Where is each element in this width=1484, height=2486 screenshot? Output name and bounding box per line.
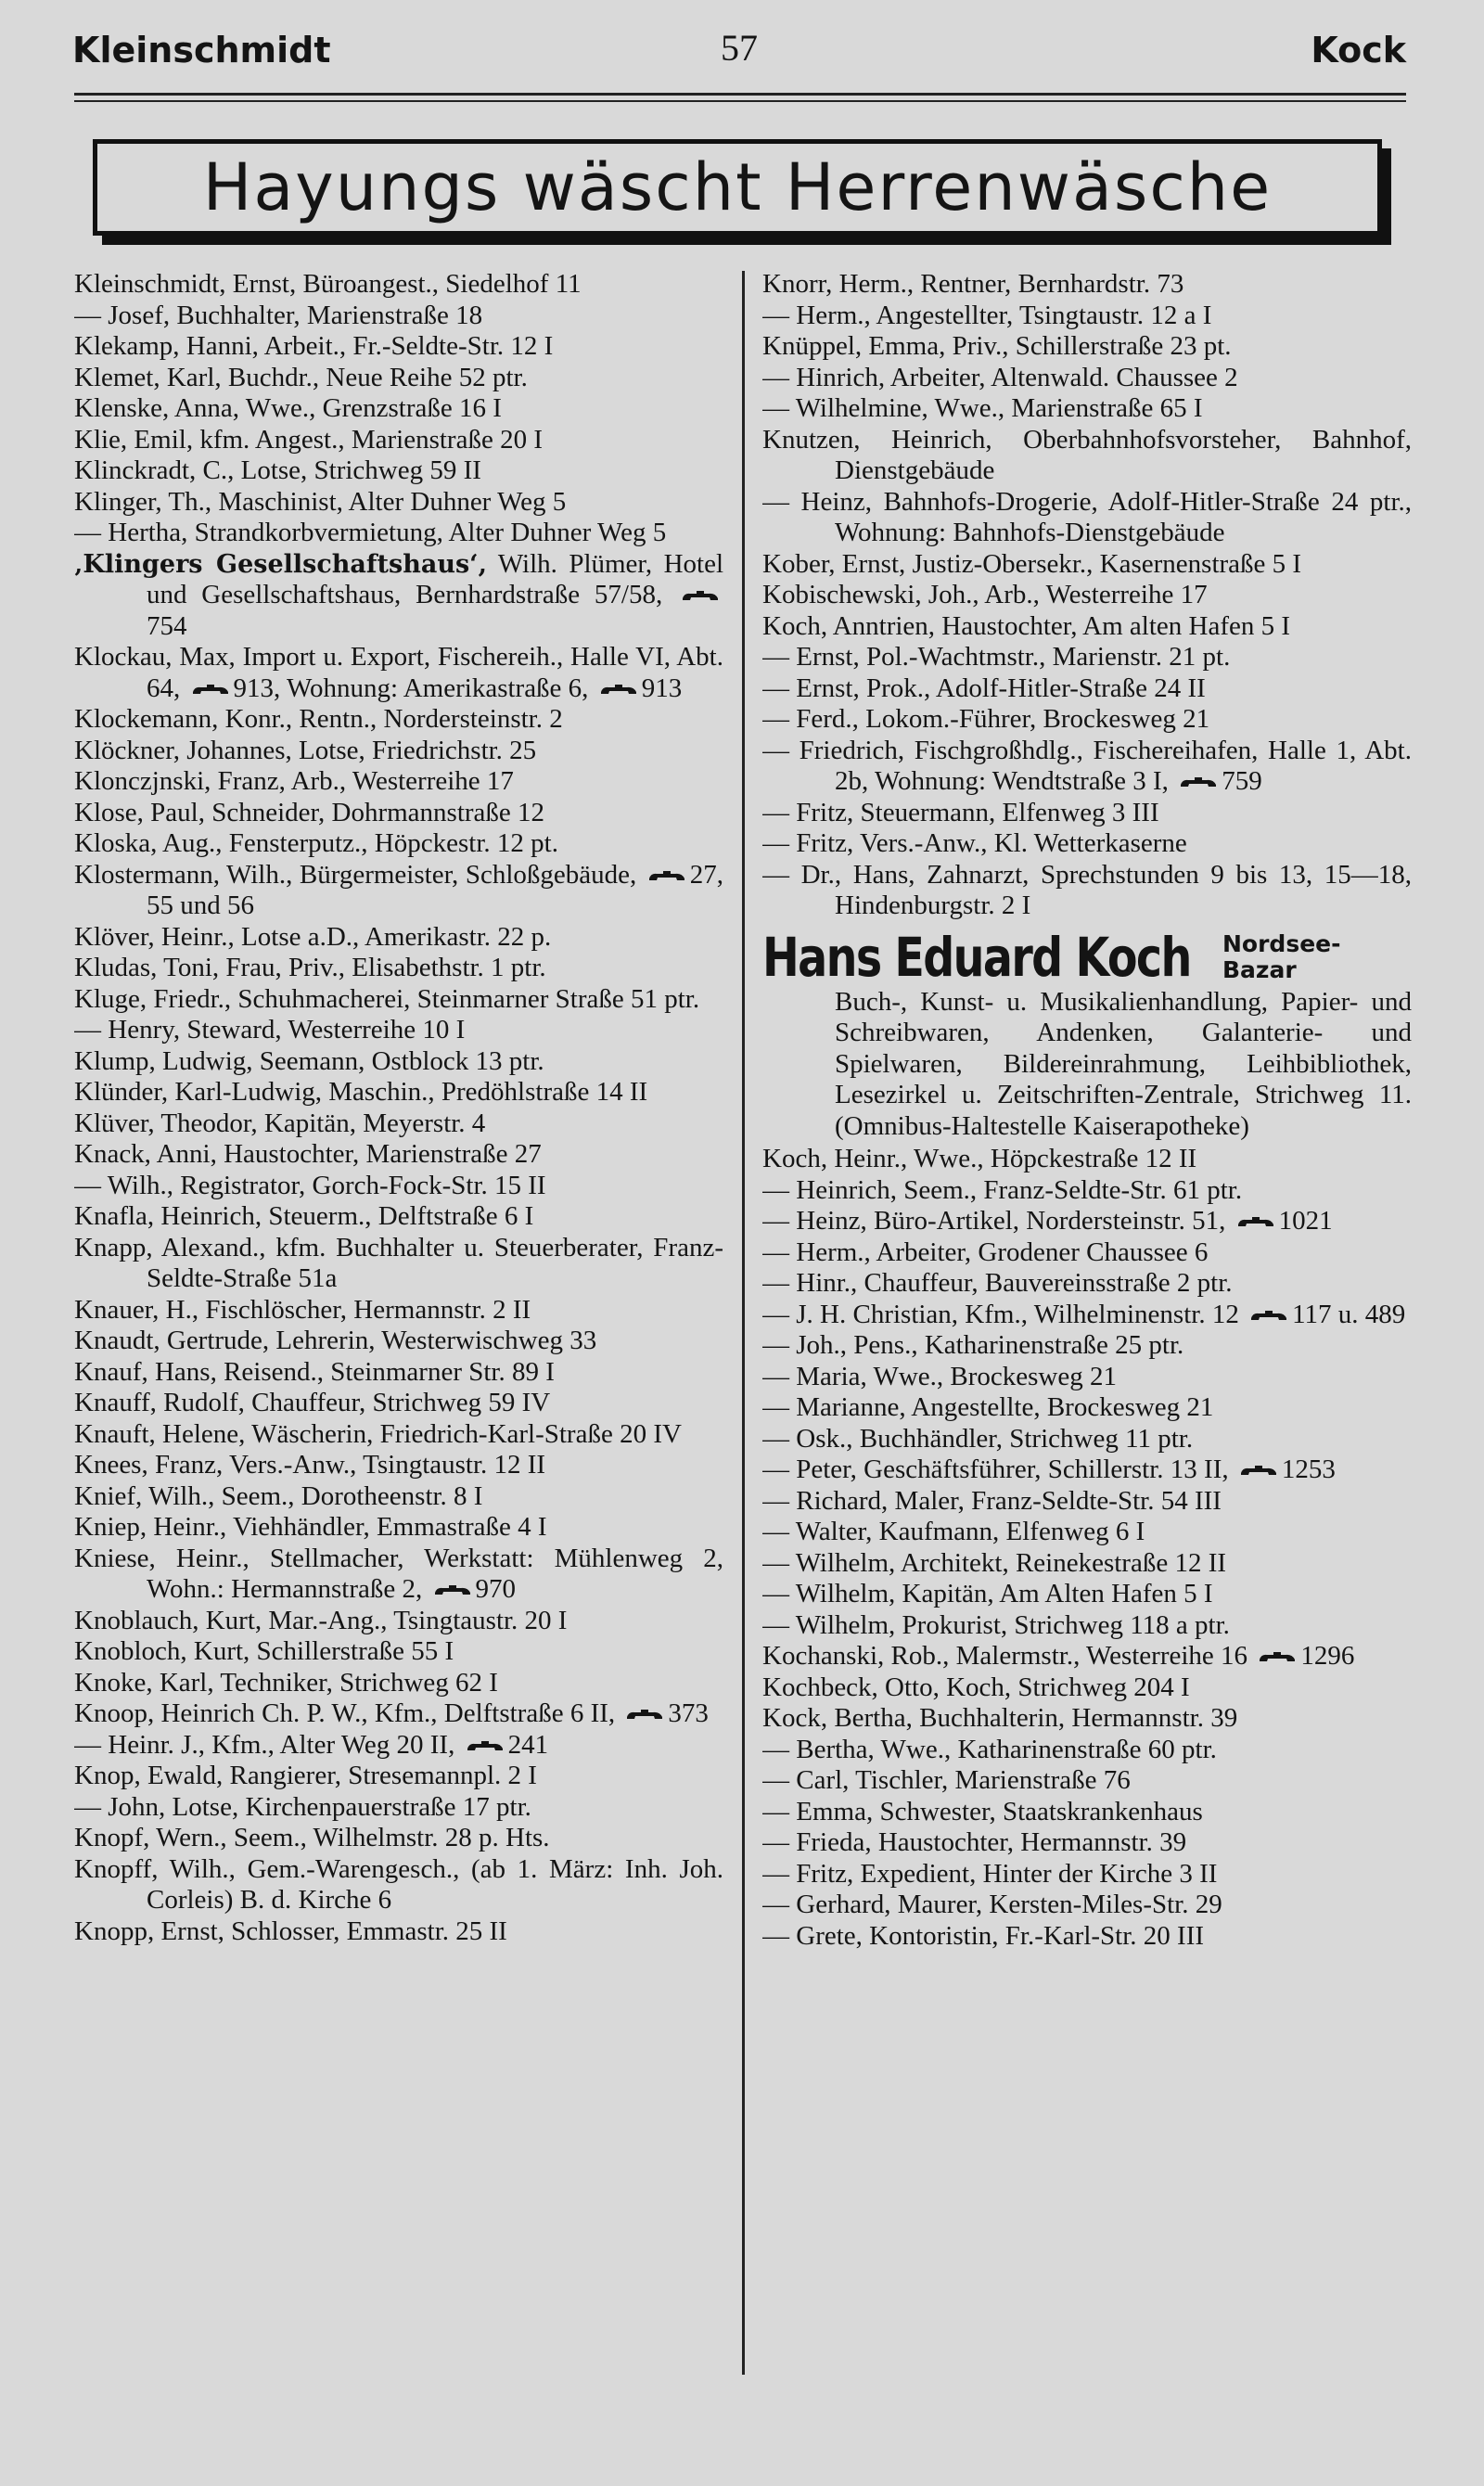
- directory-entry: [762, 1859, 1412, 1890]
- directory-entry: [762, 1144, 1412, 1175]
- entry-text: — Josef, Buchhalter, Marienstraße 18: [74, 300, 483, 330]
- directory-entry: [74, 1201, 723, 1233]
- entry-text: Knüppel, Emma, Priv., Schillerstraße 23 pt.: [762, 331, 1232, 361]
- entry-text: Kober, Ernst, Justiz-Obersekr., Kasernenstraße 5 I: [762, 548, 1302, 579]
- entry-text: Klump, Ludwig, Seemann, Ostblock 13 ptr.: [74, 1045, 544, 1076]
- entry-text: Klockemann, Konr., Rentn., Nordersteinstr. 2: [74, 704, 563, 734]
- entry-text: — Friedrich, Fischgroßhdlg., Fischereihafen, Halle 1, Abt. 2b, Wohnung: Wendtstraße 3 I,: [762, 735, 1412, 796]
- directory-entry: [74, 269, 723, 301]
- directory-entry: [74, 1171, 723, 1202]
- entry-text: Kludas, Toni, Frau, Priv., Elisabethstr. 1 ptr.: [74, 953, 546, 982]
- telephone-handset-icon: [191, 684, 230, 697]
- entry-text: Knapp, Alexand., kfm. Buchhalter u. Steuerberater, Franz-Seldte-Straße 51a: [74, 1232, 723, 1293]
- header-left-keyword: Kleinschmidt: [72, 30, 331, 70]
- directory-entry: [74, 1046, 723, 1078]
- entry-text: — Gerhard, Maurer, Kersten-Miles-Str. 29: [762, 1890, 1222, 1919]
- entry-text: Klenske, Anna, Wwe., Grenzstraße 16 I: [74, 393, 502, 423]
- directory-entry: [762, 798, 1412, 829]
- entry-text: Klöver, Heinr., Lotse a.D., Amerikastr. 22 p.: [74, 921, 552, 952]
- entry-text: Knoop, Heinrich Ch. P. W., Kfm., Delftstraße 6 II,: [74, 1698, 616, 1728]
- directory-entry: [762, 1548, 1412, 1580]
- directory-entry: [762, 1579, 1412, 1610]
- directory-entry: [74, 1512, 723, 1544]
- directory-entry: [762, 363, 1412, 394]
- entry-phone-number: 754: [147, 610, 187, 641]
- telephone-handset-icon: [466, 1740, 505, 1753]
- entry-text: Kniep, Heinr., Viehhändler, Emmastraße 4 I: [74, 1512, 547, 1542]
- entry-text: Klie, Emil, kfm. Angest., Marienstraße 20 I: [74, 424, 543, 455]
- entry-business-name: ‚Klingers Gesellschaftshaus‘,: [74, 549, 487, 579]
- directory-entry: [762, 828, 1412, 860]
- entry-text: Klostermann, Wilh., Bürgermeister, Schloßgebäude,: [74, 859, 637, 890]
- entry-text: — Richard, Maler, Franz-Seldte-Str. 54 III: [762, 1485, 1222, 1516]
- directory-entry: [762, 673, 1412, 705]
- directory-entry: [762, 1454, 1412, 1486]
- directory-entry: [74, 1357, 723, 1389]
- entry-text: Knack, Anni, Haustochter, Marienstraße 27: [74, 1139, 542, 1169]
- entry-text: — Maria, Wwe., Brockesweg 21: [762, 1361, 1117, 1391]
- entry-text: Klüver, Theodor, Kapitän, Meyerstr. 4: [74, 1108, 486, 1138]
- directory-entry: [74, 766, 723, 798]
- entry-text: Knief, Wilh., Seem., Dorotheenstr. 8 I: [74, 1480, 483, 1511]
- telephone-handset-icon: [433, 1584, 472, 1597]
- directory-entry: [762, 611, 1412, 643]
- directory-entry: [74, 922, 723, 954]
- entry-text: — Bertha, Wwe., Katharinenstraße 60 ptr.: [762, 1734, 1217, 1764]
- entry-text: — Emma, Schwester, Staatskrankenhaus: [762, 1796, 1203, 1826]
- entry-phone-number: 913, Wohnung: Amerikastraße 6,: [233, 673, 589, 703]
- directory-entry: [762, 580, 1412, 611]
- directory-entry: [762, 1797, 1412, 1828]
- directory-entry: [74, 1606, 723, 1637]
- directory-entry: [74, 487, 723, 519]
- directory-entry: [762, 1735, 1412, 1766]
- banner-text: Hayungs wäscht Herrenwäsche: [202, 149, 1273, 225]
- directory-entry: [762, 425, 1412, 487]
- page-header: [72, 26, 1406, 74]
- entry-phone-number: 373: [668, 1698, 709, 1728]
- entry-text: Knauf, Hans, Reisend., Steinmarner Str. 89 I: [74, 1356, 555, 1387]
- directory-entry: [74, 363, 723, 394]
- entry-text: Kloska, Aug., Fensterputz., Höpckestr. 12 pt.: [74, 828, 558, 858]
- entry-phone-number: 913: [641, 673, 683, 703]
- entry-text: Knopff, Wilh., Gem.-Warengesch., (ab 1. März: Inh. Joh. Corleis) B. d. Kirche 6: [74, 1853, 723, 1915]
- telephone-handset-icon: [681, 590, 720, 603]
- entry-text: — Hinrich, Arbeiter, Altenwald. Chaussee 2: [762, 362, 1238, 392]
- directory-entry: [762, 1206, 1412, 1237]
- directory-entry: [762, 1237, 1412, 1269]
- directory-entry: [762, 1827, 1412, 1859]
- entry-phone-number: 970: [475, 1574, 516, 1604]
- directory-entry: [74, 1015, 723, 1046]
- directory-entry: [762, 393, 1412, 425]
- entry-text: Koch, Heinr., Wwe., Höpckestraße 12 II: [762, 1144, 1197, 1173]
- entry-text: — Dr., Hans, Zahnarzt, Sprechstunden 9 bis 13, 15—18, Hindenburgstr. 2 I: [762, 859, 1412, 920]
- directory-entry: [74, 1730, 723, 1762]
- advertisement-title: Hans Eduard Koch: [762, 925, 1191, 989]
- entry-text: — Heinr. J., Kfm., Alter Weg 20 II,: [74, 1729, 455, 1760]
- directory-entry: [74, 1823, 723, 1854]
- entry-text: Klonczjnski, Franz, Arb., Westerreihe 17: [74, 766, 514, 796]
- directory-entry: [74, 1077, 723, 1108]
- entry-text: Kluge, Friedr., Schuhmacherei, Steinmarner Straße 51 ptr.: [74, 983, 700, 1014]
- directory-entry: [762, 1486, 1412, 1518]
- directory-entry: [762, 269, 1412, 301]
- entry-text: Koch, Anntrien, Haustochter, Am alten Hafen 5 I: [762, 610, 1291, 641]
- right-column: [762, 269, 1412, 2403]
- telephone-handset-icon: [1239, 1465, 1278, 1478]
- directory-entry: [74, 1698, 723, 1730]
- entry-text: — Heinrich, Seem., Franz-Seldte-Str. 61 ptr.: [762, 1174, 1243, 1205]
- entry-text: — Wilhelm, Prokurist, Strichweg 118 a ptr.: [762, 1609, 1230, 1640]
- entry-text: Klinckradt, C., Lotse, Strichweg 59 II: [74, 455, 481, 485]
- directory-entry: [74, 1481, 723, 1513]
- entry-phone-number: 117 u. 489: [1292, 1299, 1406, 1329]
- entry-text: — Fritz, Expedient, Hinter der Kirche 3 II: [762, 1858, 1218, 1889]
- directory-entry: [762, 1921, 1412, 1953]
- directory-entry: [74, 455, 723, 487]
- directory-entry: [762, 736, 1412, 798]
- directory-entry: [762, 1672, 1412, 1704]
- header-right-keyword: Kock: [1311, 30, 1406, 70]
- directory-entry: [762, 1703, 1412, 1735]
- directory-entry: [74, 1233, 723, 1295]
- entry-text: — Fritz, Vers.-Anw., Kl. Wetterkaserne: [762, 828, 1187, 858]
- entry-text: — Wilh., Registrator, Gorch-Fock-Str. 15 II: [74, 1170, 546, 1200]
- directory-entry: [74, 860, 723, 922]
- directory-entry: [74, 393, 723, 425]
- entry-text: Kochbeck, Otto, Koch, Strichweg 204 I: [762, 1672, 1190, 1702]
- directory-entry: [762, 642, 1412, 673]
- entry-text: Knopf, Wern., Seem., Wilhelmstr. 28 p. Hts.: [74, 1823, 550, 1852]
- directory-entry: [74, 518, 723, 549]
- directory-entry: [74, 1636, 723, 1668]
- entry-text: — Hinr., Chauffeur, Bauvereinsstraße 2 ptr.: [762, 1268, 1233, 1298]
- telephone-handset-icon: [1179, 776, 1218, 789]
- entry-text: — Joh., Pens., Katharinenstraße 25 ptr.: [762, 1330, 1184, 1360]
- entry-phone-number: 241: [507, 1729, 549, 1760]
- entry-text: — Wilhelmine, Wwe., Marienstraße 65 I: [762, 393, 1203, 423]
- entry-phone-number: 1021: [1278, 1206, 1333, 1236]
- entry-text: Knauff, Rudolf, Chauffeur, Strichweg 59 IV: [74, 1388, 551, 1417]
- column-divider: [742, 271, 745, 2375]
- directory-entry: [74, 1792, 723, 1824]
- telephone-handset-icon: [1236, 1216, 1275, 1229]
- entry-text: — Ernst, Pol.-Wachtmstr., Marienstr. 21 pt.: [762, 642, 1231, 672]
- entry-text: Knaudt, Gertrude, Lehrerin, Westerwischweg 33: [74, 1326, 597, 1355]
- directory-entry: [74, 1108, 723, 1140]
- directory-entry: [74, 1419, 723, 1451]
- entry-text: Kniese, Heinr., Stellmacher, Werkstatt: Mühlenweg 2, Wohn.: Hermannstraße 2,: [74, 1543, 723, 1604]
- directory-entry: [74, 984, 723, 1016]
- entry-text: Klockau, Max, Import u. Export, Fischereih., Halle VI, Abt. 64,: [74, 642, 723, 703]
- directory-entry: [762, 860, 1412, 922]
- entry-text: Klinger, Th., Maschinist, Alter Duhner Weg 5: [74, 486, 567, 517]
- directory-entry: [74, 828, 723, 860]
- directory-entry: [74, 953, 723, 984]
- entry-text: Knoke, Karl, Techniker, Strichweg 62 I: [74, 1667, 498, 1698]
- entry-text: Knorr, Herm., Rentner, Bernhardstr. 73: [762, 269, 1184, 299]
- advertisement-heading: [762, 925, 1412, 989]
- entry-text: — Ferd., Lokom.-Führer, Brockesweg 21: [762, 704, 1210, 734]
- directory-entry: [762, 1641, 1412, 1672]
- directory-entry: [762, 1300, 1412, 1331]
- entry-text: — Ernst, Prok., Adolf-Hitler-Straße 24 II: [762, 673, 1206, 703]
- entry-text: Knees, Franz, Vers.-Anw., Tsingtaustr. 12 II: [74, 1450, 546, 1480]
- entry-text: — Osk., Buchhändler, Strichweg 11 ptr.: [762, 1423, 1194, 1454]
- directory-entry: [74, 704, 723, 736]
- telephone-handset-icon: [1258, 1651, 1297, 1664]
- entry-phone-number: 759: [1222, 766, 1262, 796]
- entry-text: — Frieda, Haustochter, Hermannstr. 39: [762, 1827, 1187, 1857]
- entry-text: Klose, Paul, Schneider, Dohrmannstraße 12: [74, 797, 545, 827]
- entry-text: — Hertha, Strandkorbvermietung, Alter Duhner Weg 5: [74, 518, 667, 547]
- entry-text: Knopp, Ernst, Schlosser, Emmastr. 25 II: [74, 1916, 507, 1946]
- entry-text: — Grete, Kontoristin, Fr.-Karl-Str. 20 III: [762, 1920, 1205, 1951]
- advertising-banner: [93, 139, 1382, 236]
- entry-text: — Herm., Angestellter, Tsingtaustr. 12 a I: [762, 300, 1212, 330]
- directory-entry: [74, 301, 723, 332]
- entry-text: — Carl, Tischler, Marienstraße 76: [762, 1765, 1131, 1795]
- entry-text: Kochanski, Rob., Malermstr., Westerreihe 16: [762, 1641, 1248, 1671]
- entry-text: Wilh. Plümer, Hotel und Gesellschaftshaus, Bernhardstraße 57/58,: [147, 548, 723, 609]
- entry-phone-number: 1253: [1281, 1454, 1336, 1484]
- directory-entry: [762, 1392, 1412, 1424]
- directory-entry: [74, 1295, 723, 1326]
- left-column: [74, 269, 723, 2403]
- directory-entry: [74, 736, 723, 767]
- entry-text: Klemet, Karl, Buchdr., Neue Reihe 52 ptr.: [74, 362, 528, 392]
- page-number: 57: [721, 27, 758, 69]
- directory-entry: [74, 642, 723, 704]
- entry-text: — Wilhelm, Kapitän, Am Alten Hafen 5 I: [762, 1579, 1213, 1608]
- entry-text: — Heinz, Bahnhofs-Drogerie, Adolf-Hitler-Straße 24 ptr., Wohnung: Bahnhofs-Dienstgebäude: [762, 486, 1412, 547]
- directory-entry: [762, 704, 1412, 736]
- directory-entry: [762, 1610, 1412, 1642]
- entry-text: Knop, Ewald, Rangierer, Stresemannpl. 2 I: [74, 1761, 537, 1790]
- directory-entry: [74, 1761, 723, 1792]
- entry-phone-number: 1296: [1300, 1641, 1355, 1671]
- entry-text: — Henry, Steward, Westerreihe 10 I: [74, 1015, 466, 1044]
- directory-entry: [74, 1326, 723, 1357]
- directory-entry: [762, 549, 1412, 581]
- entry-text: Knauft, Helene, Wäscherin, Friedrich-Karl-Straße 20 IV: [74, 1418, 682, 1449]
- advertisement-subtitle: Nordsee-Bazar: [1222, 929, 1341, 983]
- directory-entry: [74, 1854, 723, 1916]
- entry-text: — Peter, Geschäftsführer, Schillerstr. 13 II,: [762, 1454, 1229, 1484]
- advertisement-hans-eduard-koch: [762, 925, 1412, 1143]
- directory-entry: [74, 331, 723, 363]
- telephone-handset-icon: [647, 870, 686, 883]
- directory-entry: [762, 1175, 1412, 1207]
- directory-entry: [74, 1388, 723, 1419]
- entry-text: Knafla, Heinrich, Steuerm., Delftstraße 6 I: [74, 1201, 534, 1231]
- entry-text: Knoblauch, Kurt, Mar.-Ang., Tsingtaustr. 20 I: [74, 1605, 568, 1635]
- header-rule-bottom: [74, 100, 1406, 102]
- directory-entry: [762, 1362, 1412, 1393]
- entry-text: — Wilhelm, Architekt, Reinekestraße 12 II: [762, 1547, 1227, 1578]
- directory-entry: [74, 549, 723, 643]
- telephone-handset-icon: [1249, 1310, 1288, 1323]
- telephone-handset-icon: [599, 684, 638, 697]
- entry-text: — J. H. Christian, Kfm., Wilhelminenstr. 12: [762, 1299, 1239, 1329]
- directory-entry: [762, 487, 1412, 549]
- entry-text: Knauer, H., Fischlöscher, Hermannstr. 2 II: [74, 1294, 531, 1325]
- entry-text: Knutzen, Heinrich, Oberbahnhofsvorsteher, Bahnhof, Dienstgebäude: [762, 424, 1412, 485]
- entry-text: — Herm., Arbeiter, Grodener Chaussee 6: [762, 1237, 1209, 1267]
- header-rule-top: [74, 93, 1406, 96]
- entry-text: Kock, Bertha, Buchhalterin, Hermannstr. 39: [762, 1703, 1238, 1733]
- directory-entry: [762, 1517, 1412, 1548]
- directory-entry: [74, 1916, 723, 1948]
- directory-entry: [762, 1890, 1412, 1921]
- telephone-handset-icon: [625, 1709, 664, 1722]
- directory-entry: [74, 798, 723, 829]
- directory-entry: [74, 425, 723, 456]
- directory-entry: [762, 1268, 1412, 1300]
- directory-entry: [762, 301, 1412, 332]
- entry-text: — John, Lotse, Kirchenpauerstraße 17 ptr.: [74, 1791, 531, 1822]
- directory-entry: [762, 331, 1412, 363]
- entry-text: Klöckner, Johannes, Lotse, Friedrichstr. 25: [74, 735, 537, 765]
- entry-text: — Heinz, Büro-Artikel, Nordersteinstr. 51,: [762, 1206, 1226, 1236]
- directory-entry: [762, 1330, 1412, 1362]
- directory-entry: [74, 1450, 723, 1481]
- entry-phone-number: 27, 55 und 56: [147, 859, 723, 920]
- entry-text: Knobloch, Kurt, Schillerstraße 55 I: [74, 1636, 454, 1666]
- directory-entry: [762, 1424, 1412, 1455]
- entry-text: Kleinschmidt, Ernst, Büroangest., Siedelhof 11: [74, 269, 582, 299]
- entry-text: Kobischewski, Joh., Arb., Westerreihe 17: [762, 580, 1208, 609]
- entry-text: Klekamp, Hanni, Arbeit., Fr.-Seldte-Str. 12 I: [74, 331, 554, 361]
- directory-entry: [74, 1544, 723, 1606]
- directory-entry: [74, 1139, 723, 1171]
- directory-entry: [74, 1668, 723, 1699]
- entry-text: — Fritz, Steuermann, Elfenweg 3 III: [762, 797, 1159, 827]
- entry-text: Klünder, Karl-Ludwig, Maschin., Predöhlstraße 14 II: [74, 1077, 648, 1107]
- entry-text: — Walter, Kaufmann, Elfenweg 6 I: [762, 1517, 1145, 1546]
- advertisement-body: Buch-, Kunst- u. Musikalienhandlung, Papier- und Schreibwaren, Andenken, Galanterie- und Spielwaren, Bildereinrahmung, Leihbibliothek, Lesezirkel u. Zeitschriften-Zentrale, Strichweg 11. (Omnibus-Haltestelle Kaiserapotheke): [835, 986, 1412, 1141]
- directory-entry: [762, 1765, 1412, 1797]
- entry-text: — Marianne, Angestellte, Brockesweg 21: [762, 1392, 1214, 1422]
